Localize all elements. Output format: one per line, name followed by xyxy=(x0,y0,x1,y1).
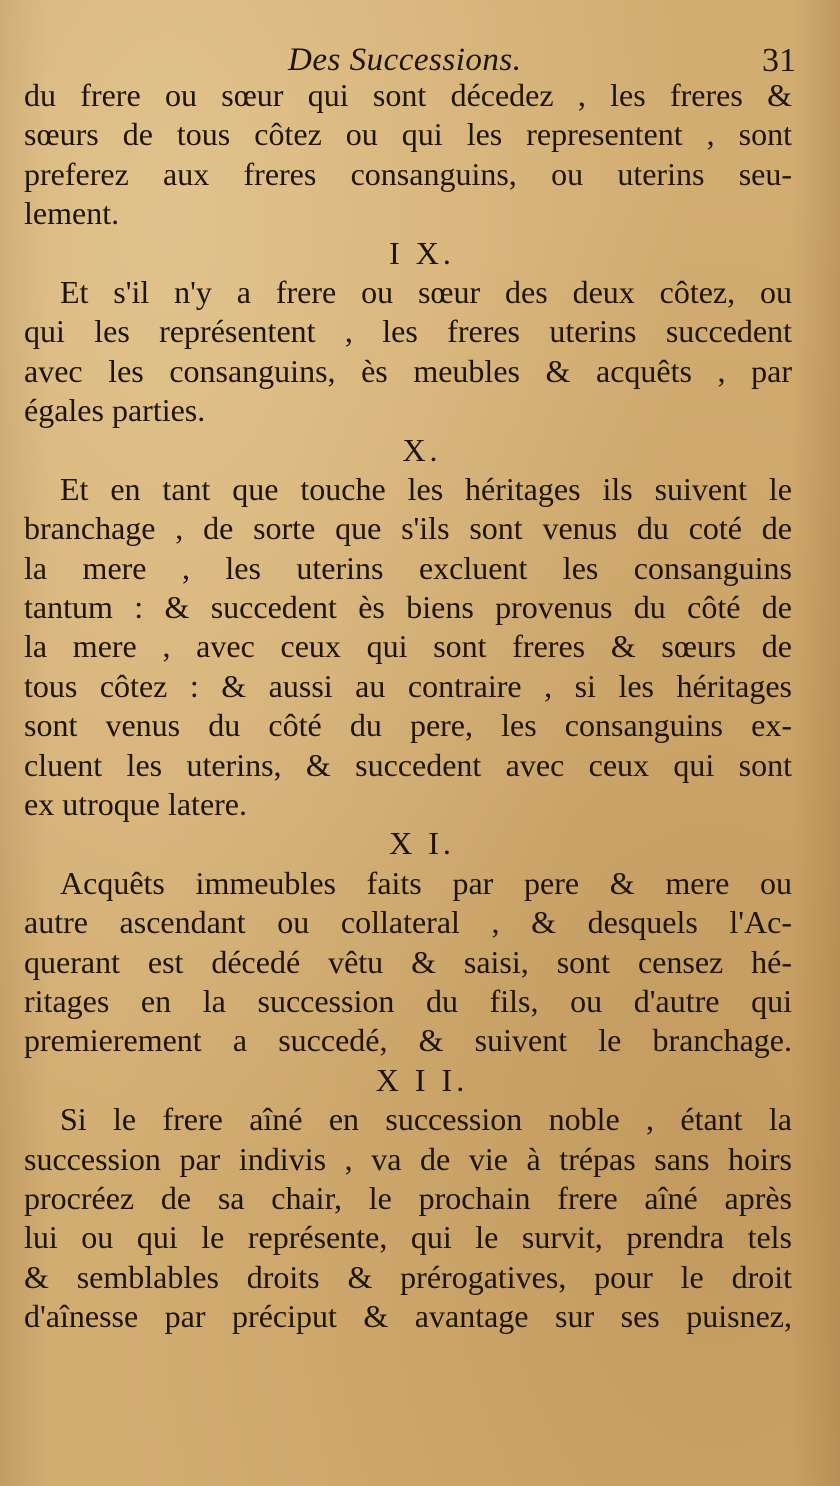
text-line: la mere , avec ceux qui sont freres & sœurs de xyxy=(24,628,792,665)
text-line: ritages en la succession du fils, ou d'autre qui xyxy=(24,982,792,1019)
text-line: lui ou qui le représente, qui le survit, prendra tels xyxy=(24,1219,792,1256)
article-heading-xii: X I I. xyxy=(375,1061,469,1098)
text-line: querant est décedé vêtu & saisi, sont censez hé- xyxy=(24,943,792,980)
text-line: Acquêts immeubles faits par pere & mere ou xyxy=(60,864,792,901)
text-line: Et en tant que touche les héritages ils suivent le xyxy=(60,470,792,507)
page-number: 31 xyxy=(762,42,796,79)
text-line: autre ascendant ou collateral , & desquels l'Ac- xyxy=(24,904,792,941)
text-line: cluent les uterins, & succedent avec ceux qui sont xyxy=(24,746,792,783)
text-line: avec les consanguins, ès meubles & acquêts , par xyxy=(24,352,792,389)
text-line: procréez de sa chair, le prochain frere aîné après xyxy=(24,1179,792,1216)
text-line: sont venus du côté du pere, les consanguins ex- xyxy=(24,707,792,744)
article-heading-xi: X I. xyxy=(389,825,455,862)
body-text xyxy=(24,76,792,1337)
text-line: d'aînesse par préciput & avantage sur ses puisnez, xyxy=(24,1298,792,1335)
text-line: la mere , les uterins excluent les consanguins xyxy=(24,549,792,586)
text-line: lement. xyxy=(24,195,120,232)
text-line: succession par indivis , va de vie à trépas sans hoirs xyxy=(24,1140,792,1177)
text-line: égales parties. xyxy=(24,392,206,429)
text-line: & semblables droits & prérogatives, pour le droit xyxy=(24,1258,792,1295)
text-line: tantum : & succedent ès biens provenus du côté de xyxy=(24,589,792,626)
text-line: sœurs de tous côtez ou qui les representent , sont xyxy=(24,116,792,153)
text-line: tous côtez : & aussi au contraire , si les héritages xyxy=(24,667,792,704)
text-line: ex utroque latere. xyxy=(24,786,247,823)
text-line: Et s'il n'y a frere ou sœur des deux côtez, ou xyxy=(60,273,792,310)
text-line: branchage , de sorte que s'ils sont venus du coté de xyxy=(24,510,792,547)
running-head: Des Successions. xyxy=(288,42,522,78)
text-line: qui les représentent , les freres uterins succedent xyxy=(24,313,792,350)
text-line: preferez aux freres consanguins, ou uterins seu- xyxy=(24,155,792,192)
article-heading-x: X. xyxy=(402,431,442,468)
article-heading-ix: I X. xyxy=(389,234,455,271)
text-line: du frere ou sœur qui sont décedez , les freres & xyxy=(24,77,792,113)
text-line: Si le frere aîné en succession noble , étant la xyxy=(60,1101,792,1138)
text-line: premierement a succedé, & suivent le branchage. xyxy=(24,1022,792,1059)
